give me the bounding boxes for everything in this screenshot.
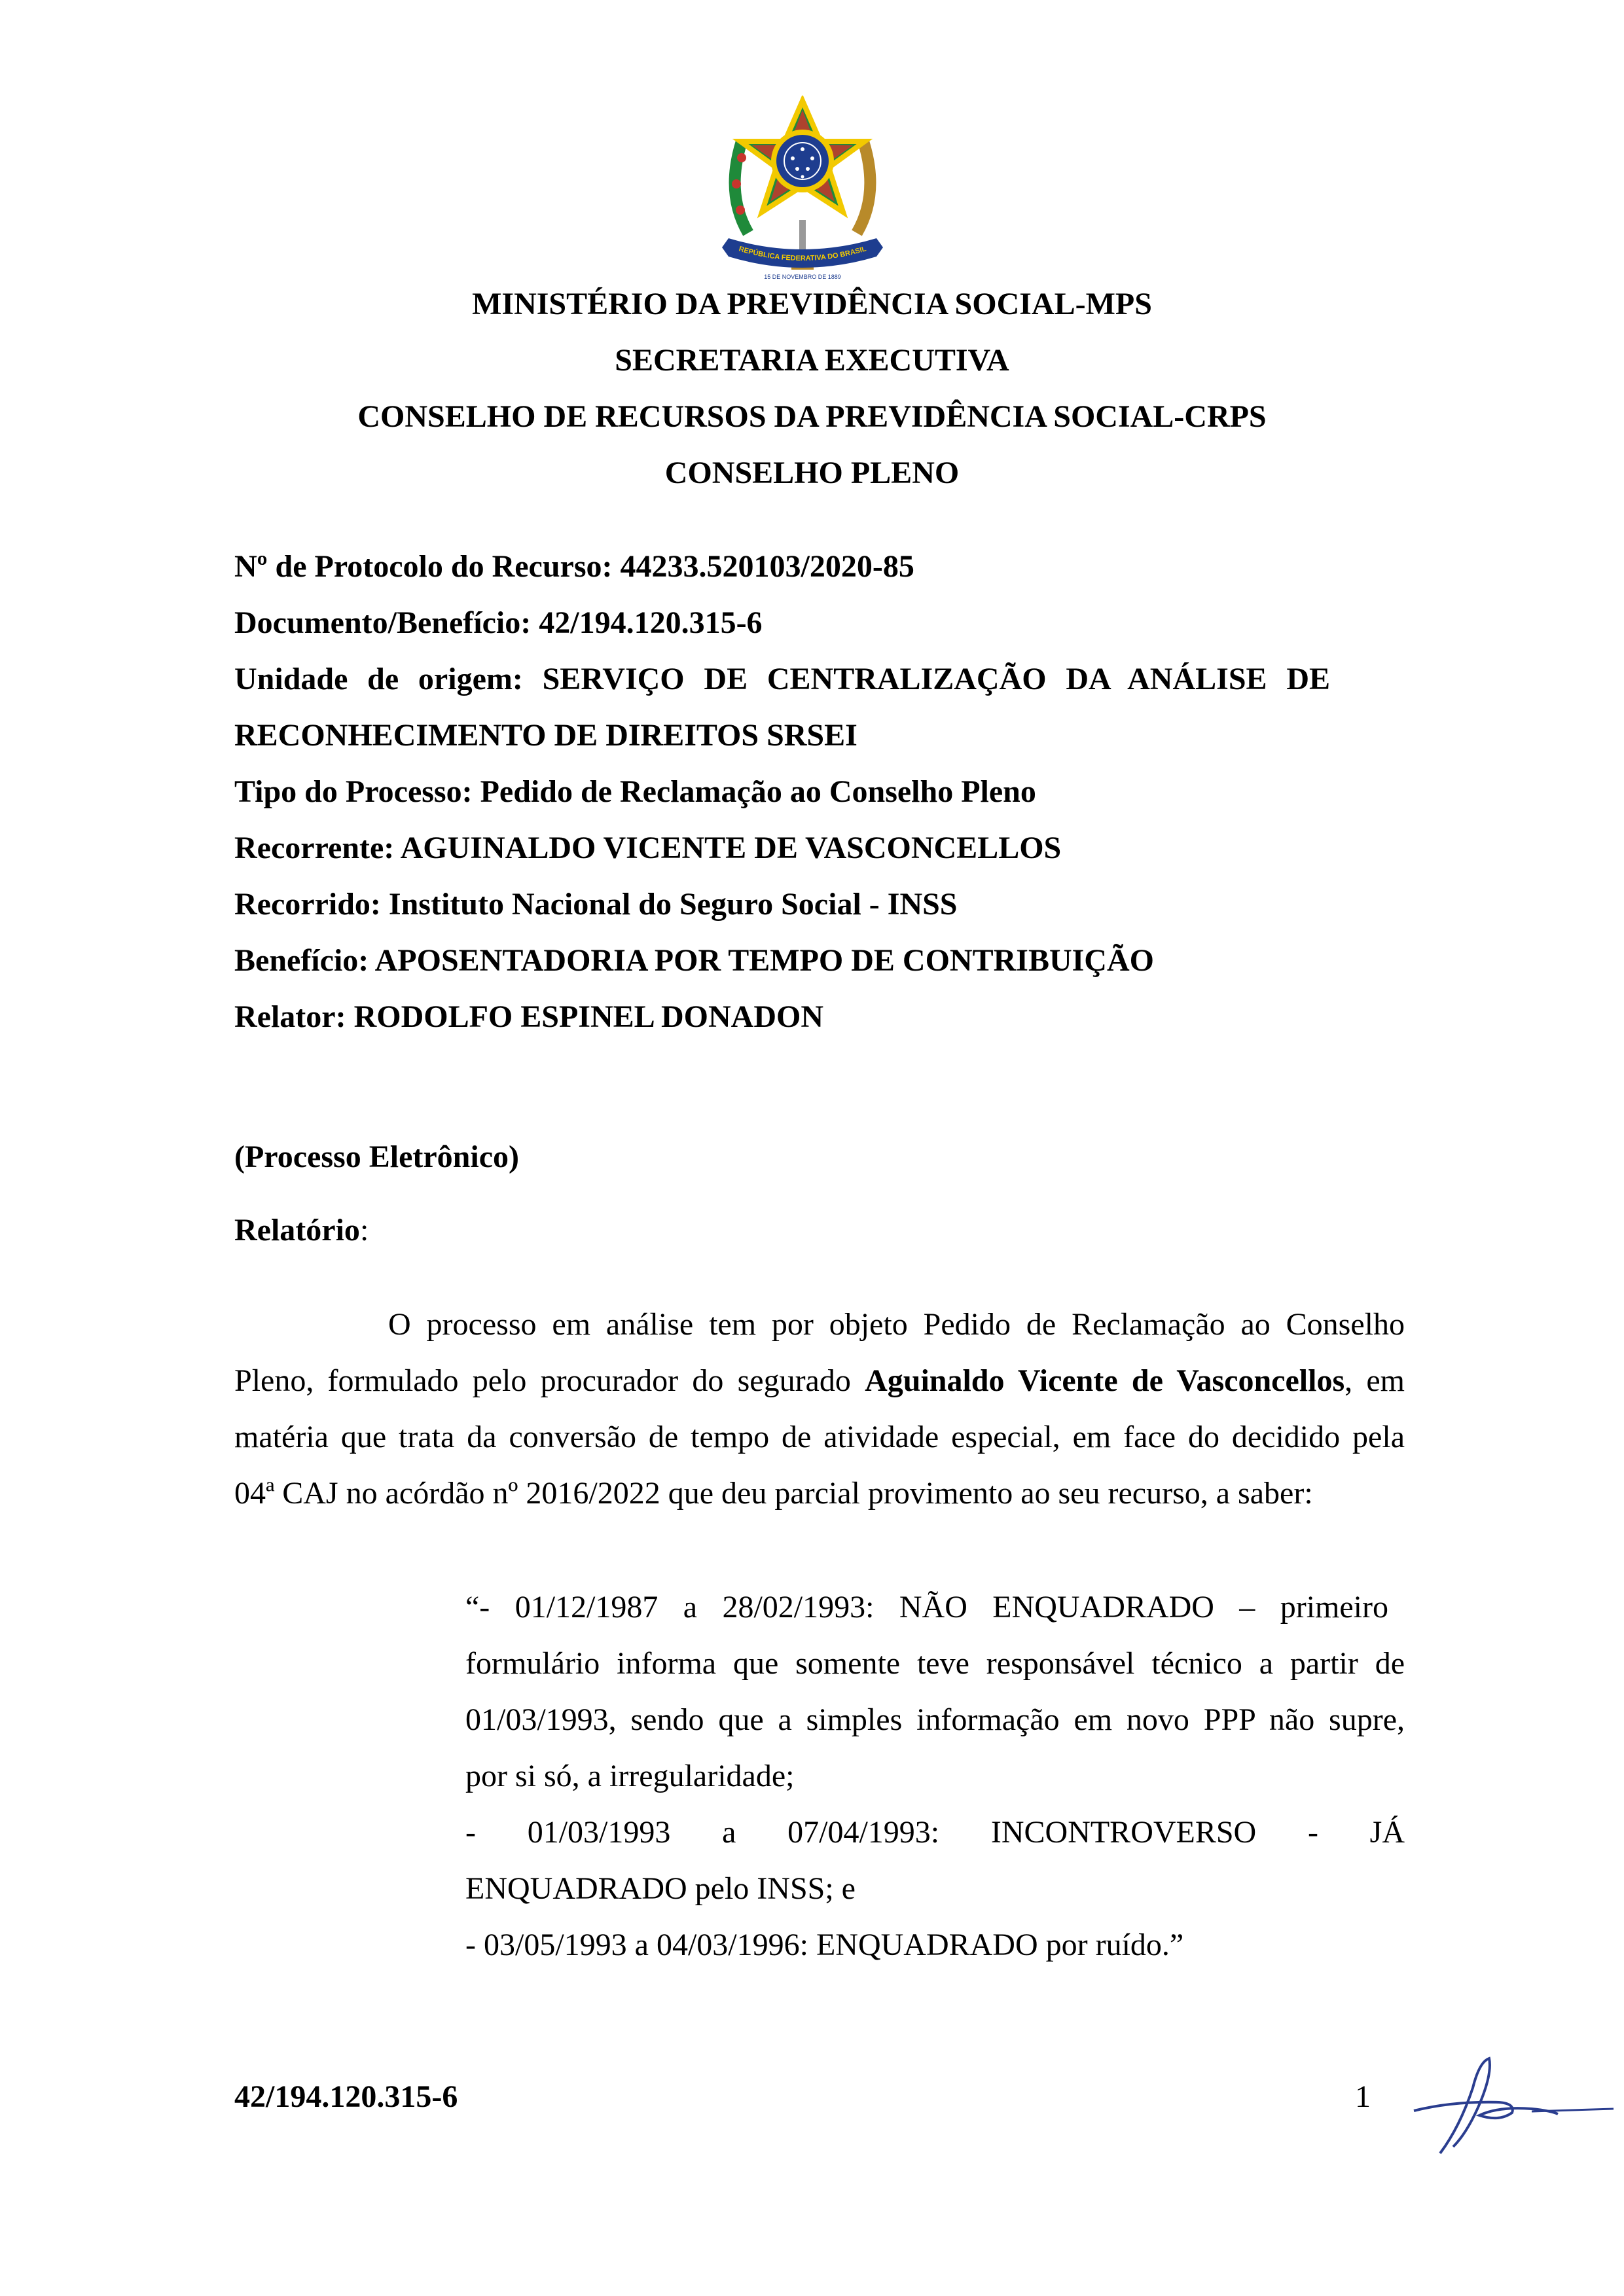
body-line-3: matéria que trata da conversão de tempo de atividade especial, em face do decidido pela [234, 1420, 1405, 1454]
body-line-1: O processo em análise tem por objeto Pedido de Reclamação ao Conselho [388, 1307, 1405, 1342]
quote-line-7: - 03/05/1993 a 04/03/1996: ENQUADRADO por ruído.” [465, 1928, 1184, 1962]
meta-beneficio: Benefício: APOSENTADORIA POR TEMPO DE CONTRIBUIÇÃO [234, 943, 1154, 978]
coat-ribbon-text: REPÚBLICA FEDERATIVA DO BRASIL [738, 245, 867, 263]
meta-protocolo: Nº de Protocolo do Recurso: 44233.520103/2020-85 [234, 549, 914, 584]
header-ministry: MINISTÉRIO DA PREVIDÊNCIA SOCIAL-MPS [472, 287, 1152, 321]
body-line-4: 04ª CAJ no acórdão nº 2016/2022 que deu parcial provimento ao seu recurso, a saber: [234, 1476, 1313, 1511]
header-plenary: CONSELHO PLENO [664, 456, 960, 490]
processo-eletronico: (Processo Eletrônico) [234, 1139, 519, 1174]
footer-doc-number: 42/194.120.315-6 [234, 2079, 458, 2114]
footer-page-number: 1 [1355, 2079, 1371, 2114]
quote-line-3: 01/03/1993, sendo que a simples informação em novo PPP não supre, [465, 1702, 1405, 1737]
quote-line-2: formulário informa que somente teve responsável técnico a partir de [465, 1646, 1405, 1681]
quote-line-4: por si só, a irregularidade; [465, 1759, 795, 1793]
meta-relator: Relator: RODOLFO ESPINEL DONADON [234, 999, 823, 1034]
meta-unidade-line1: Unidade de origem: SERVIÇO DE CENTRALIZAÇÃO DA ANÁLISE DE [234, 662, 1330, 696]
meta-tipo: Tipo do Processo: Pedido de Reclamação ao Conselho Pleno [234, 774, 1036, 809]
meta-unidade-line2: RECONHECIMENTO DE DIREITOS SRSEI [234, 718, 857, 753]
header-secretariat: SECRETARIA EXECUTIVA [615, 343, 1009, 378]
coat-date-text: 15 DE NOVEMBRO DE 1889 [764, 274, 841, 280]
meta-recorrente: Recorrente: AGUINALDO VICENTE DE VASCONCELLOS [234, 831, 1062, 865]
quote-line-5: - 01/03/1993 a 07/04/1993: INCONTROVERSO - JÁ [465, 1815, 1405, 1850]
body-line-2: Pleno, formulado pelo procurador do segurado Aguinaldo Vicente de Vasconcellos, em [234, 1363, 1405, 1398]
quote-line-6: ENQUADRADO pelo INSS; e [465, 1871, 856, 1906]
meta-recorrido: Recorrido: Instituto Nacional do Seguro Social - INSS [234, 887, 958, 922]
brazil-coat-of-arms-icon [722, 96, 883, 282]
signature-icon [1401, 2049, 1623, 2166]
segurado-name: Aguinaldo Vicente de Vasconcellos [865, 1363, 1345, 1398]
quote-line-1: “- 01/12/1987 a 28/02/1993: NÃO ENQUADRADO – primeiro [465, 1590, 1388, 1624]
relatorio-heading: Relatório: [234, 1213, 369, 1247]
meta-documento: Documento/Benefício: 42/194.120.315-6 [234, 605, 763, 640]
header-council: CONSELHO DE RECURSOS DA PREVIDÊNCIA SOCIAL-CRPS [357, 399, 1267, 434]
